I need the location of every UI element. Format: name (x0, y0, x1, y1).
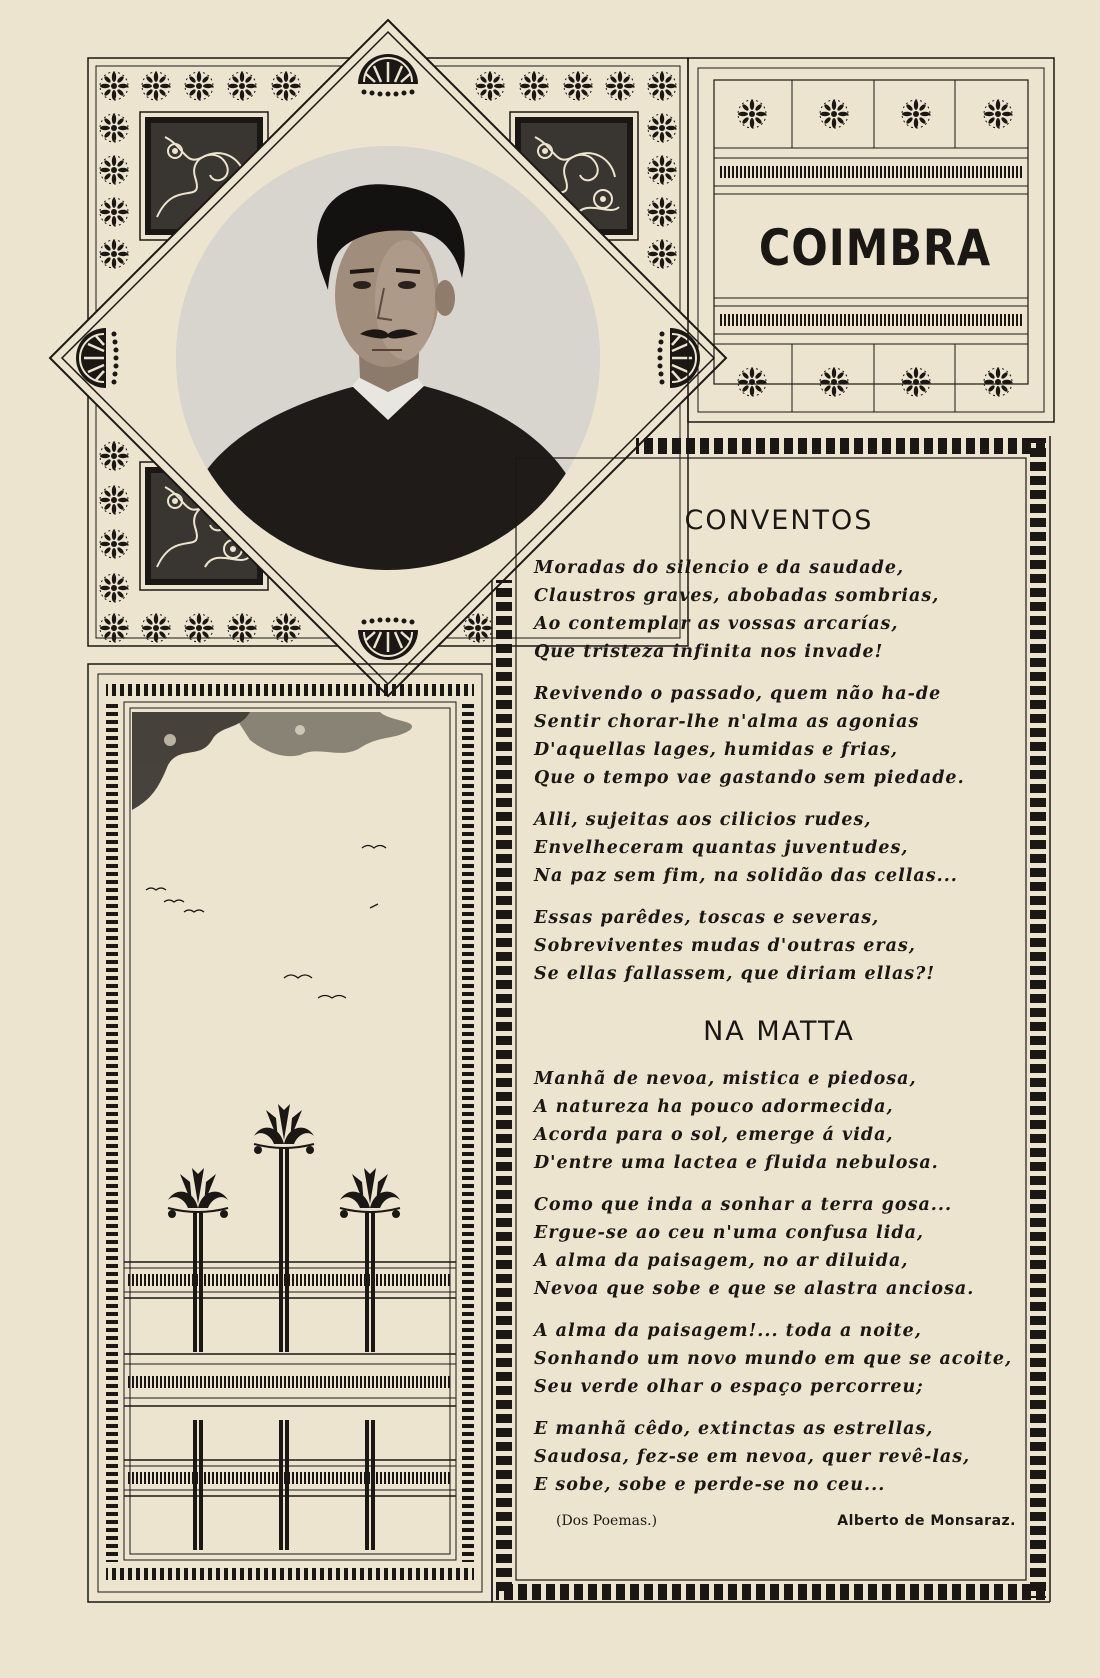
verse-line: E sobe, sobe e perde-se no ceu... (534, 1475, 886, 1495)
verse-line: A alma da paisagem, no ar diluida, (534, 1251, 909, 1271)
verse-line: Na paz sem fim, na solidão das cellas... (534, 866, 958, 886)
landscape-panel (88, 664, 492, 1602)
verse-line: Seu verde olhar o espaço percorreu; (534, 1377, 924, 1397)
verse-line: E manhã cêdo, extinctas as estrellas, (534, 1419, 934, 1439)
stanza (534, 1191, 1024, 1303)
verse-line: Essas parêdes, toscas e severas, (534, 908, 880, 928)
stanza (534, 1065, 1024, 1177)
author-signature: Alberto de Monsaraz. (837, 1513, 1016, 1529)
verse-line: D'entre uma lactea e fluida nebulosa. (534, 1153, 939, 1173)
verse-line: Saudosa, fez-se em nevoa, quer revê-las, (534, 1447, 971, 1467)
verse-line: D'aquellas lages, humidas e frias, (534, 740, 898, 760)
poem-na-matta (534, 1016, 1024, 1499)
verse-line: Como que inda a sonhar a terra gosa... (534, 1195, 953, 1215)
verse-line: Alli, sujeitas aos cilicios rudes, (534, 810, 872, 830)
verse-line: Que tristeza infinita nos invade! (534, 642, 884, 662)
verse-line: Claustros graves, abobadas sombrias, (534, 586, 940, 606)
verse-line: Que o tempo vae gastando sem piedade. (534, 768, 965, 788)
verse-line: Sonhando um novo mundo em que se acoite, (534, 1349, 1013, 1369)
verse-line: Revivendo o passado, quem não ha-de (534, 684, 942, 704)
source-note: (Dos Poemas.) (556, 1513, 658, 1529)
verse-line: Manhã de nevoa, mistica e piedosa, (534, 1069, 917, 1089)
stanza (534, 1317, 1024, 1401)
stanza (534, 806, 1024, 890)
poem-footer (534, 1513, 1024, 1529)
stanza (534, 554, 1024, 666)
title-text: COIMBRA (758, 219, 992, 277)
verse-line: Ao contemplar as vossas arcarías, (534, 614, 899, 634)
verse-line: Envelheceram quantas juventudes, (534, 838, 909, 858)
poem-conventos (534, 505, 1024, 988)
verse-line: Nevoa que sobe e que se alastra anciosa. (534, 1279, 975, 1299)
page-title (712, 200, 1038, 296)
verse-line: Acorda para o sol, emerge á vida, (534, 1125, 894, 1145)
verse-line: Se ellas fallassem, que diriam ellas?! (534, 964, 936, 984)
stanza (534, 1415, 1024, 1499)
poem-title: NA MATTA (703, 1016, 855, 1047)
verse-line: Moradas do silencio e da saudade, (534, 558, 905, 578)
stanza (534, 904, 1024, 988)
verse-line: A natureza ha pouco adormecida, (534, 1097, 894, 1117)
flower-border-right (648, 114, 676, 268)
verse-line: Sobreviventes mudas d'outras eras, (534, 936, 916, 956)
verse-line: Ergue-se ao ceu n'uma confusa lida, (534, 1223, 925, 1243)
stanza (534, 680, 1024, 792)
verse-line: A alma da paisagem!... toda a noite, (534, 1321, 922, 1341)
verse-line: Sentir chorar-lhe n'alma as agonias (534, 712, 920, 732)
poems-column (534, 505, 1024, 1529)
poem-title: CONVENTOS (684, 505, 874, 536)
